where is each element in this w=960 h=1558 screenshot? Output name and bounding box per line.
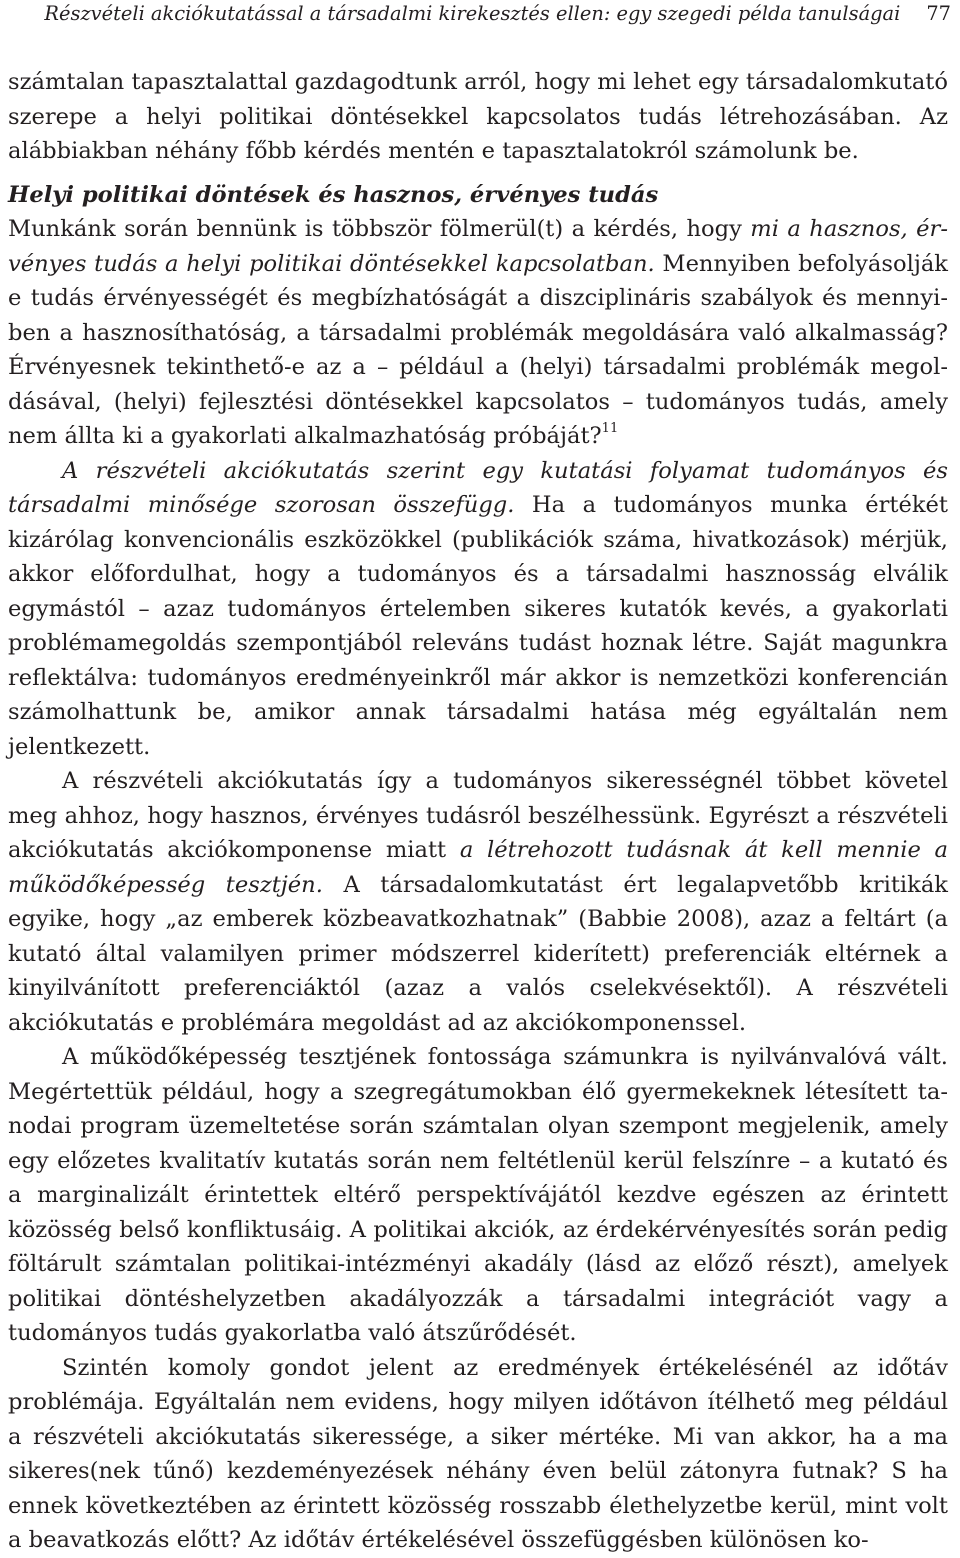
paragraph-3 [8, 764, 948, 1040]
paragraph-3-italic: a létrehozott tudásnak át kell mennie a működőképesség tesztjén. [8, 837, 948, 898]
paragraph-5: Szintén komoly gondot jelent az eredmények értékelésénél az időtáv problémája. Egyáltalán nem evidens, hogy milyen időtávon ítélhető meg például a részvételi akciókutatás sikeressége, a siker mértéke. Mi van akkor, ha a ma sikeres(nek tűnő) kezdeményezések néhány éven belül zátonyra futnak? S ha ennek következtében az érintett közösség rosszabb élethelyzetbe kerül, mint volt a beavatkozás előtt? Az időtáv értékelésével összefüggésben különösen ko- [8, 1354, 948, 1553]
section-heading: Helyi politikai döntések és hasznos, érvényes tudás [8, 181, 659, 208]
paragraph-1-italic: mi a hasznos, érvényes tudás a helyi politikai döntésekkel kapcsolatban. [8, 216, 948, 277]
intro-paragraph: számtalan tapasztalattal gazdagodtunk arról, hogy mi lehet egy társadalomkutató szerepe a helyi politikai döntésekkel kapcsolatos tudás létrehozásában. Az alábbiakban néhány főbb kérdés mentén e tapasztalatokról számolunk be. [8, 69, 948, 164]
paragraph-4: A működőképesség tesztjének fontossága számunkra is nyilvánvalóvá vált. Megértettük például, hogy a szegregátumokban élő gyermekeknek létesített tanodai program üzemeltetése során számtalan olyan szempont megjelenik, amely egy előzetes kvalitatív kutatás során nem feltétlenül kerül felszínre – a kutató és a marginalizált érintettek eltérő perspektívájától kezdve egészen az érintett közösség belső konfliktusáig. A politikai akciók, az érdekérvényesítés során pedig föltárult számtalan politikai-intézményi akadály (lásd az előző részt), amelyek politikai döntéshelyzetben akadályozzák a társadalmi integrációt vagy a tudományos tudás gyakorlatba való átszűrődését. [8, 1044, 948, 1346]
paragraph-1 [8, 212, 948, 454]
paragraph-2-b: Ha a tudományos munka értékét kizárólag konvencionális eszközökkel (publikációk száma, hivatkozások) mérjük, akkor előfordulhat, hogy a tudományos és a társadalmi hasznosság elválik egymástól – azaz tudományos értelemben sikeres kutatók kevés, a gyakorlati problémamegoldás szempontjából releváns tudást hoznak létre. Saját magunkra reflektálva: tudományos eredményeinkről már akkor is nemzetközi konferencián számolhattunk be, amikor annak társadalmi hatása még egyáltalán nem jelentkezett. [8, 492, 948, 760]
paragraph-3-a: A részvételi akciókutatás így a tudományos sikerességnél többet követel meg ahhoz, hogy hasznos, érvényes tudásról beszélhessünk. Egyrészt a részvételi akciókutatás akciókomponense miatt [8, 768, 948, 863]
paragraph-1-c: Mennyiben befolyásolják e tudás érvényességét és megbízhatóságát a diszciplináris szabályok és mennyiben a hasznosíthatóság, a társadalmi problémák megoldására való alkalmasság? Érvényesnek tekinthető-e az a – például a (helyi) társadalmi problémák megoldásával, (helyi) fejlesztési döntésekkel kapcsolatos – tudományos tudás, amely nem állta ki a gyakorlati alkalmazhatóság próbáját? [8, 250, 948, 449]
page-number: 77 [926, 2, 951, 25]
body-text [8, 65, 948, 1558]
running-header [0, 2, 951, 25]
paragraph-2 [8, 454, 948, 765]
footnote-marker[interactable]: 11 [601, 421, 619, 436]
paragraph-3-c: A társadalomkutatást ért legalapvetőbb kritikák egyike, hogy „az emberek közbeavatkozhatnak” (Babbie 2008), azaz a feltárt (a kutató által valamilyen primer módszerrel kiderített) preferenciák eltérnek a kinyilvánított preferenciáktól (azaz a valós cselekvésektől). A részvételi akciókutatás e problémára megoldást ad az akciókomponenssel. [8, 871, 949, 1036]
running-title: Részvételi akciókutatással a társadalmi kirekesztés ellen: egy szegedi példa tanulságai [44, 2, 901, 25]
paragraph-2-italic: A részvételi akciókutatás szerint egy kutatási folyamat tudományos és társadalmi minősége szorosan összefügg. [8, 457, 948, 518]
paragraph-1-a: Munkánk során bennünk is többször fölmerül(t) a kérdés, hogy [8, 216, 751, 242]
